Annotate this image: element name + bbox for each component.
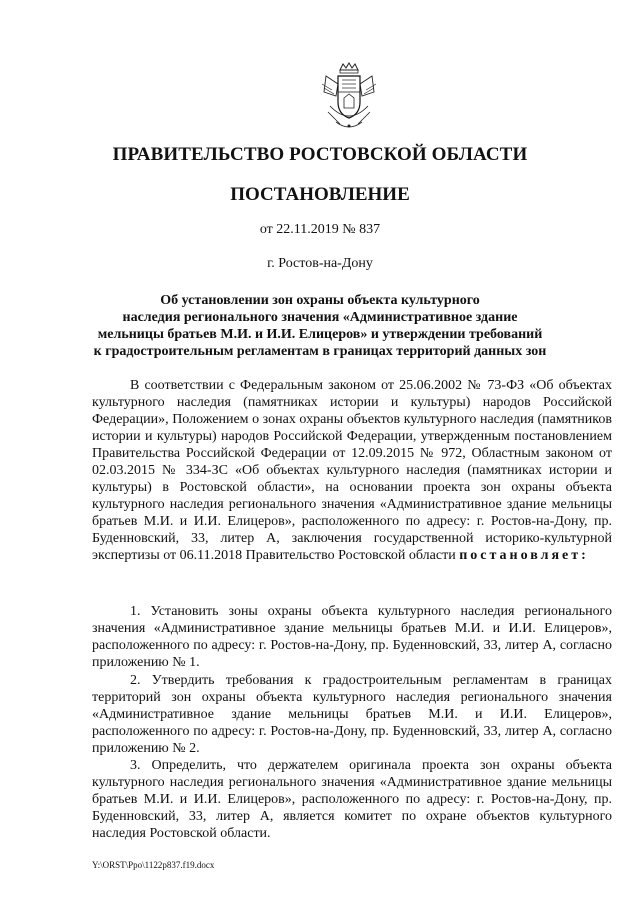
decree-item-2 <box>92 672 612 757</box>
document-date-number: от 22.11.2019 № 837 <box>259 222 381 237</box>
rostov-region-coat-of-arms-icon <box>318 62 380 132</box>
decree-item-3 <box>92 757 612 842</box>
decree-item-1 <box>92 603 612 671</box>
subject-line: наследия регионального значения «Административное здание <box>122 310 518 325</box>
subject-line: Об установлении зон охраны объекта культурного <box>160 293 480 308</box>
preamble-text: В соответствии с Федеральным законом от 25.06.2002 № 73-ФЗ «Об объектах культурного наследия (памятниках истории и культуры) народов Российской Федерации», Положением о зонах охраны объектов культурного наследия (памятников истории и культуры) народов Российской Федерации, утвержденным постановлением Правительства Российской Федерации от 12.09.2015 № 972, Областным законом от 02.03.2015 № 334-ЗС «Об объектах культурного наследия (памятниках истории и культуры) в Ростовской области», на основании проекта зон охраны объекта культурного наследия регионального значения «Административное здание мельницы братьев М.И. и И.И. Елицеров», расположенного по адресу: г. Ростов-на-Дону, пр. Буденновский, 33, литер А, заключения государственной историко-культурной экспертизы от 06.11.2018 Правительство Ростовской области <box>92 378 612 563</box>
preamble-paragraph <box>92 377 612 564</box>
decree-item-1-text: 1. Установить зоны охраны объекта культурного наследия регионального значения «Административное здание мельницы братьев М.И. и И.И. Елицеров», расположенного по адресу: г. Ростов-на-Дону, пр. Буденновский, 33, литер А, согласно приложению № 1. <box>92 604 612 670</box>
decree-item-3-text: 3. Определить, что держателем оригинала проекта зон охраны объекта культурного наследия регионального значения «Административное здание мельницы братьев М.И. и И.И. Елицеров», расположенного по адресу: г. Ростов-на-Дону, пр. Буденновский, 33, литер А, является комитет по охране объектов культурного наследия Ростовской области. <box>92 758 612 841</box>
document-place: г. Ростов-на-Дону <box>267 256 373 271</box>
subject-line: к градостроительным регламентам в границах территорий данных зон <box>93 344 547 359</box>
footer-file-path: Y:\ORST\Ppo\1122p837.f19.docx <box>92 860 215 870</box>
document-type-title: ПОСТАНОВЛЕНИЕ <box>230 184 410 205</box>
subject-line: мельницы братьев М.И. и И.И. Елицеров» и утверждении требований <box>97 327 543 342</box>
government-title: ПРАВИТЕЛЬСТВО РОСТОВСКОЙ ОБЛАСТИ <box>112 144 528 165</box>
decree-item-2-text: 2. Утвердить требования к градостроительным регламентам в границах территорий зон охраны объекта культурного наследия регионального значения «Административное здание мельницы братьев М.И. и И.И. Елицеров», расположенного по адресу: г. Ростов-на-Дону, пр. Буденновский, 33, литер А, согласно приложению № 2. <box>92 673 612 756</box>
decree-word: постановляет: <box>459 548 589 563</box>
document-subject <box>70 292 570 360</box>
